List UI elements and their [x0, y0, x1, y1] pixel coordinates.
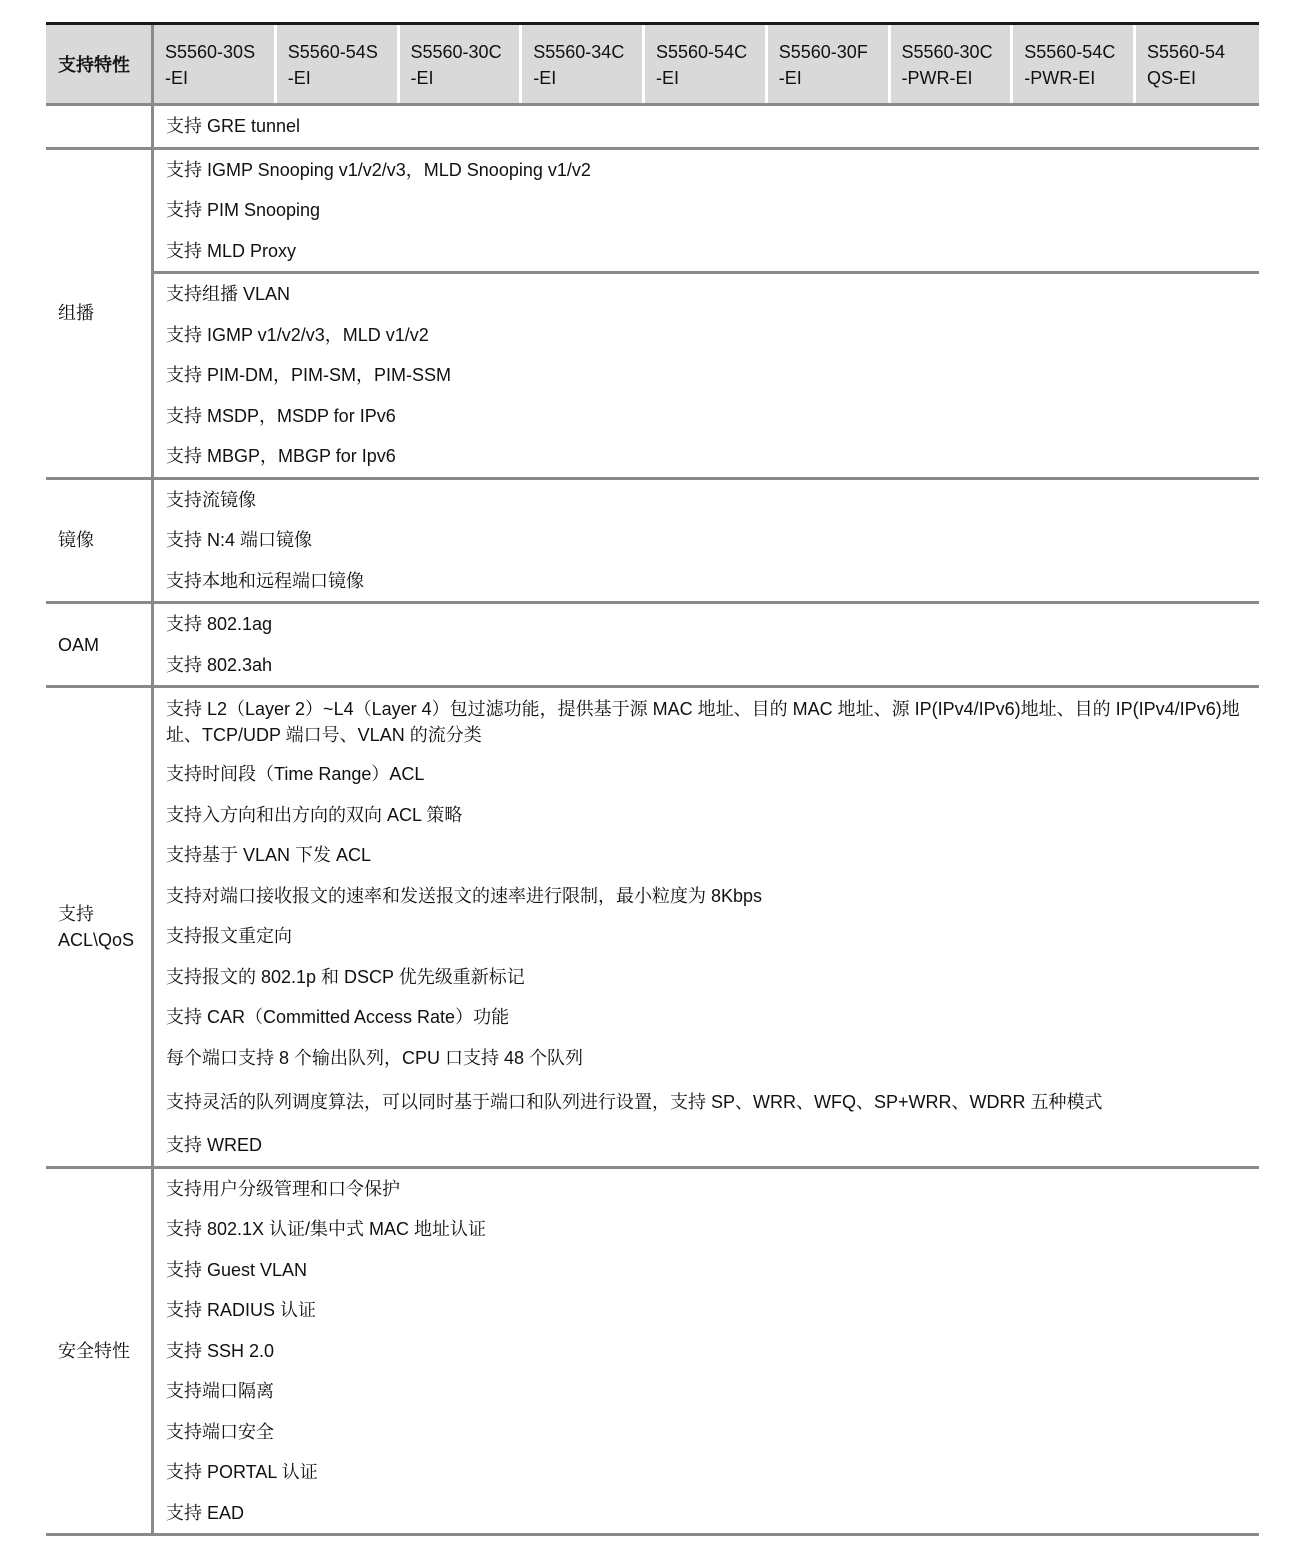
feature-row: 支持报文重定向: [166, 926, 292, 947]
feature-row: 每个端口支持 8 个输出队列，CPU 口支持 48 个队列: [166, 1047, 584, 1068]
section-multicast: [46, 150, 1259, 480]
header-model-cell: S5560-30F -EI: [768, 25, 891, 103]
category-cell: 组播: [46, 150, 154, 477]
header-feature-cell: 支持特性: [46, 25, 154, 103]
feature-row: 支持 SSH 2.0: [166, 1340, 275, 1361]
section-oam: [46, 604, 1259, 688]
header-model-cell: S5560-30S -EI: [154, 25, 277, 103]
feature-row: 支持用户分级管理和口令保护: [166, 1178, 400, 1199]
category-cell: 镜像: [46, 480, 154, 602]
header-model-cell: S5560-30C -PWR-EI: [891, 25, 1014, 103]
feature-row: 支持 PORTAL 认证: [166, 1462, 318, 1483]
category-cell: [46, 106, 154, 147]
header-model-cell: S5560-54S -EI: [277, 25, 400, 103]
category-cell: 安全特性: [46, 1169, 154, 1534]
feature-row: 支持本地和远程端口镜像: [166, 570, 364, 591]
feature-row: 支持入方向和出方向的双向 ACL 策略: [166, 804, 463, 825]
feature-row: 支持 CAR（Committed Access Rate）功能: [166, 1007, 510, 1028]
feature-row: 支持报文的 802.1p 和 DSCP 优先级重新标记: [166, 966, 525, 987]
feature-row: 支持端口安全: [166, 1421, 274, 1442]
feature-row: 支持 MBGP，MBGP for Ipv6: [166, 446, 396, 467]
feature-row: 支持 MLD Proxy: [166, 240, 297, 261]
feature-row: 支持灵活的队列调度算法，可以同时基于端口和队列进行设置，支持 SP、WRR、WFQ、SP+WRR、WDRR 五种模式: [166, 1091, 1103, 1112]
header-model-cell: S5560-34C -EI: [522, 25, 645, 103]
feature-row: 支持流镜像: [166, 489, 256, 510]
feature-row: 支持组播 VLAN: [166, 284, 291, 305]
section-mirroring: [46, 480, 1259, 605]
feature-row: 支持端口隔离: [166, 1381, 274, 1402]
feature-row: 支持 PIM-DM，PIM-SM，PIM-SSM: [166, 365, 451, 386]
feature-row: 支持 PIM Snooping: [166, 200, 321, 221]
section-acl-qos: [46, 688, 1259, 1169]
section-security: [46, 1169, 1259, 1537]
feature-row: 支持 L2（Layer 2）~L4（Layer 4）包过滤功能，提供基于源 MAC 地址、目的 MAC 地址、源 IP(IPv4/IPv6)地址、目的 IP(IPv4/IPv6)地址、TCP/UDP 端口号、VLAN 的流分类: [166, 699, 1240, 745]
section-gre: [46, 106, 1259, 150]
feature-row: 支持 802.3ah: [166, 654, 273, 675]
feature-row: 支持 RADIUS 认证: [166, 1300, 317, 1321]
feature-row: 支持对端口接收报文的速率和发送报文的速率进行限制，最小粒度为 8Kbps: [166, 885, 763, 906]
feature-row: 支持 802.1ag: [166, 614, 273, 635]
feature-row: 支持 N:4 端口镜像: [166, 530, 313, 551]
header-model-cell: S5560-30C -EI: [400, 25, 523, 103]
feature-row: 支持 MSDP，MSDP for IPv6: [166, 405, 396, 426]
feature-row: 支持基于 VLAN 下发 ACL: [166, 845, 372, 866]
category-cell: OAM: [46, 604, 154, 685]
spec-table: [46, 22, 1259, 1536]
feature-row: 支持 IGMP Snooping v1/v2/v3，MLD Snooping v1/v2: [166, 159, 591, 180]
header-model-cell: S5560-54C -EI: [645, 25, 768, 103]
header-model-cell: S5560-54 QS-EI: [1147, 42, 1226, 88]
feature-row: 支持 EAD: [166, 1502, 245, 1523]
category-cell: 支持 ACL\QoS: [46, 688, 154, 1166]
feature-row: 支持 WRED: [166, 1135, 262, 1156]
feature-row: 支持 GRE tunnel: [166, 116, 301, 137]
table-header: [46, 22, 1259, 106]
feature-row: 支持 IGMP v1/v2/v3，MLD v1/v2: [166, 324, 429, 345]
feature-row: 支持 802.1X 认证/集中式 MAC 地址认证: [166, 1219, 487, 1240]
header-model-cell: S5560-54C -PWR-EI: [1013, 25, 1136, 103]
feature-row: 支持 Guest VLAN: [166, 1259, 308, 1280]
feature-row: 支持时间段（Time Range）ACL: [166, 764, 425, 785]
